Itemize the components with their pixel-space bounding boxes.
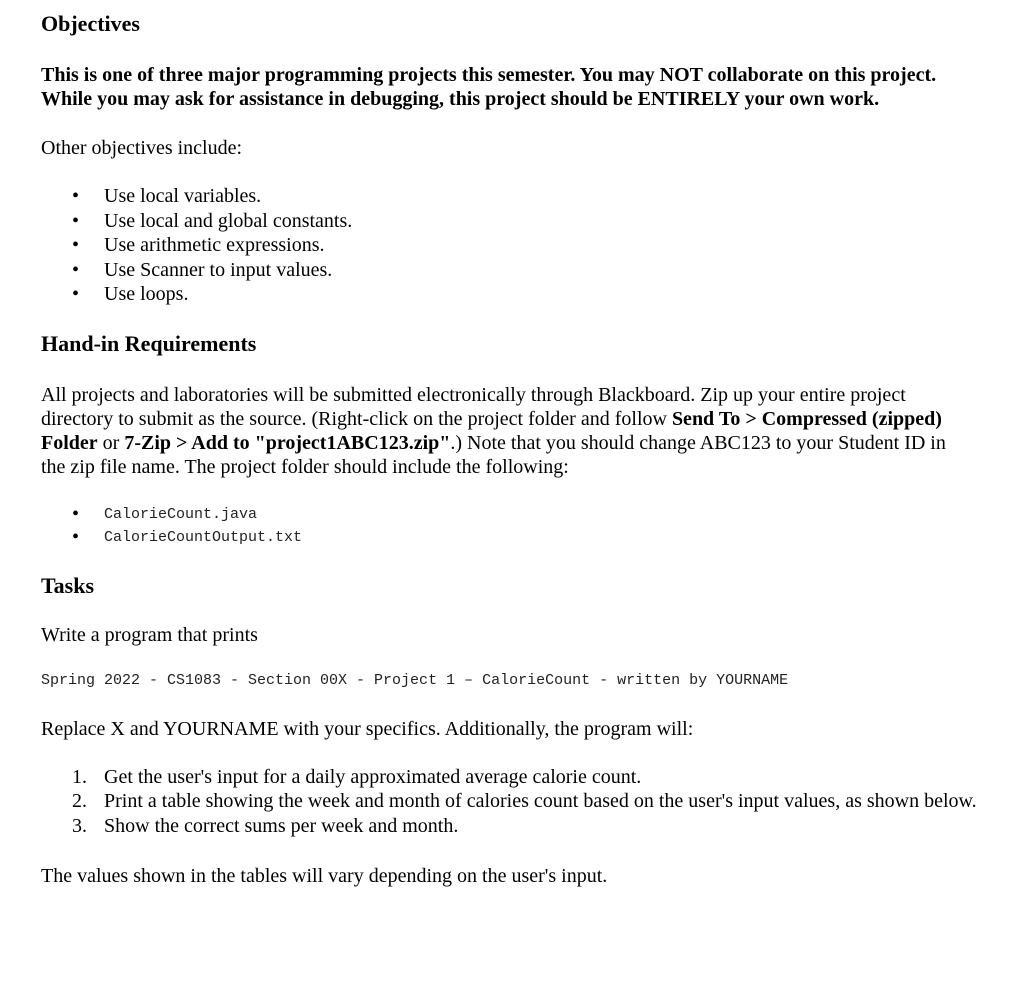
replace-instructions: Replace X and YOURNAME with your specifics. Additionally, the program will:	[41, 717, 694, 740]
list-item: • Use loops.	[72, 283, 189, 306]
other-objectives-label: Other objectives include:	[41, 137, 243, 159]
step-number: 1.	[72, 765, 87, 788]
bullet-icon: •	[72, 525, 80, 548]
list-item: 3. Show the correct sums per week and month.	[72, 814, 459, 837]
list-item: • Use local and global constants.	[72, 209, 353, 232]
seven-zip-instruction: 7-Zip > Add to "project1ABC123.zip"	[124, 431, 451, 454]
list-item: • Use arithmetic expressions.	[72, 234, 325, 257]
files-list	[41, 503, 980, 549]
closing-note: The values shown in the tables will vary depending on the user's input.	[41, 865, 608, 888]
bullet-icon: •	[72, 209, 80, 232]
objectives-intro: This is one of three major programming projects this semester. You may NOT collaborate on this project. While you may ask for assistance in debugging, this project should be ENTIRELY your own work.	[41, 64, 937, 110]
send-to-instruction: Send To > Compressed (zipped) Folder	[41, 407, 942, 454]
objectives-list	[41, 184, 980, 307]
list-item	[41, 503, 980, 526]
bullet-icon: •	[72, 185, 80, 207]
list-item: • Use Scanner to input values.	[72, 258, 333, 281]
bullet-icon: •	[72, 258, 80, 281]
code-output-line: Spring 2022 - CS1083 - Section 00X - Project 1 – CalorieCount - written by YOURNAME	[41, 671, 789, 689]
steps-list	[41, 765, 980, 839]
bullet-icon: •	[72, 502, 80, 525]
tasks-heading: Tasks	[41, 572, 95, 598]
write-label: Write a program that prints	[41, 623, 258, 646]
handin-heading: Hand-in Requirements	[41, 330, 257, 356]
step-number: 2.	[72, 790, 87, 813]
list-item: 1. Get the user's input for a daily approximated average calorie count.	[72, 765, 642, 788]
list-item	[41, 526, 980, 549]
file-name: CalorieCount.java	[104, 505, 258, 523]
bullet-icon: •	[72, 283, 80, 306]
list-item: • Use local variables.	[72, 185, 262, 207]
objectives-heading: Objectives	[41, 11, 140, 36]
file-name: CalorieCountOutput.txt	[104, 528, 303, 546]
bullet-icon: •	[72, 234, 80, 257]
list-item: 2. Print a table showing the week and month of calories count based on the user's input values, as shown below.	[72, 790, 977, 813]
step-number: 3.	[72, 814, 87, 837]
handin-paragraph: All projects and laboratories will be submitted electronically through Blackboard. Zip up your entire project directory to submit as the source. (Right-click on the project folder and follow Send To > Compressed (zipped) Folder or 7-Zip > Add to "project1ABC123.zip".) Note that you should change ABC123 to your Student ID in the zip file name. The project folder should include the following:	[41, 383, 946, 478]
